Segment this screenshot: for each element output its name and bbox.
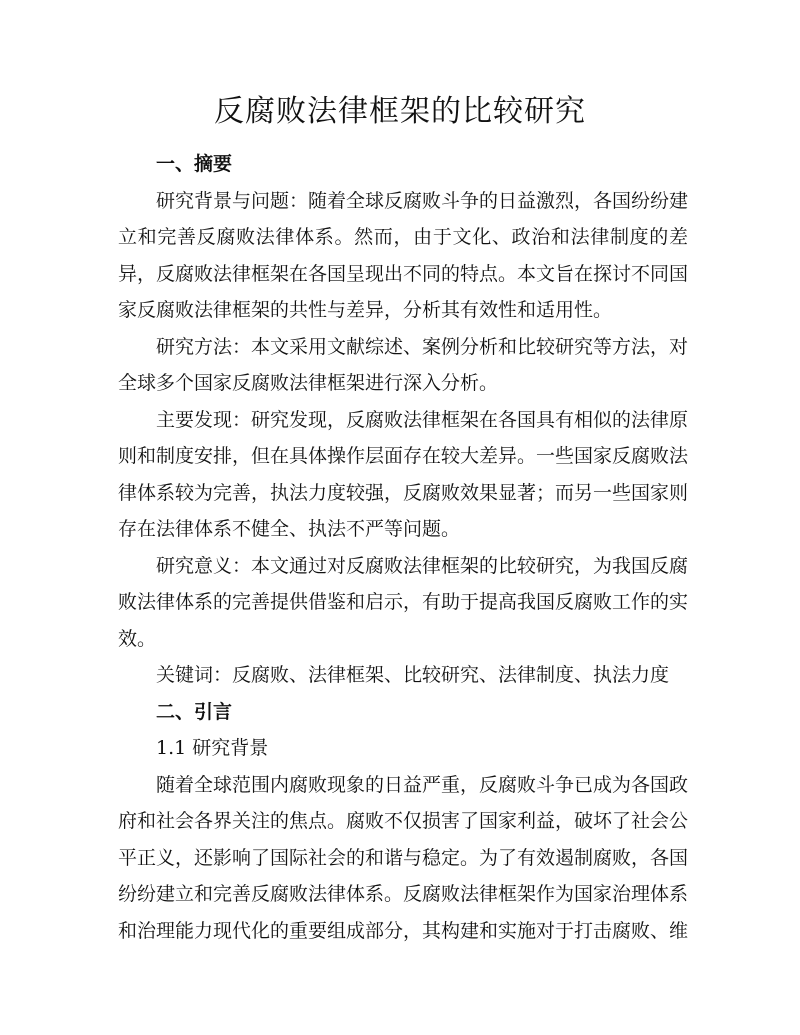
keywords-paragraph: 关键词：反腐败、法律框架、比较研究、法律制度、执法力度 [156,664,670,686]
section-heading-intro: 二、引言 [156,700,233,723]
document-title: 反腐败法律框架的比较研究 [214,94,586,129]
abstract-significance-paragraph: 研究意义：本文通过对反腐败法律框架的比较研究，为我国反腐败法律体系的完善提供借鉴和启示，有助于提高我国反腐败工作的实效。 [118,554,689,650]
abstract-findings-paragraph: 主要发现：研究发现，反腐败法律框架在各国具有相似的法律原则和制度安排，但在具体操作层面存在较大差异。一些国家反腐败法律体系较为完善，执法力度较强，反腐败效果显著；而另一些国家则存在法律体系不健全、执法不严等问题。 [118,408,689,540]
subsection-heading-background: 1.1 研究背景 [156,737,269,759]
document-body [118,146,688,949]
intro-background-paragraph: 随着全球范围内腐败现象的日益严重，反腐败斗争已成为各国政府和社会各界关注的焦点。腐败不仅损害了国家利益，破坏了社会公平正义，还影响了国际社会的和谐与稳定。为了有效遏制腐败，各国纷纷建立和完善反腐败法律体系。反腐败法律框架作为国家治理体系和治理能力现代化的重要组成部分，其构建和实施对于打击腐败、维 [118,773,689,942]
section-heading-abstract: 一、摘要 [156,153,233,175]
abstract-method-paragraph: 研究方法：本文采用文献综述、案例分析和比较研究等方法，对全球多个国家反腐败法律框架进行深入分析。 [118,335,689,394]
abstract-background-paragraph: 研究背景与问题：随着全球反腐败斗争的日益激烈，各国纷纷建立和完善反腐败法律体系。然而，由于文化、政治和法律制度的差异，反腐败法律框架在各国呈现出不同的特点。本文旨在探讨不同国家反腐败法律框架的共性与差异，分析其有效性和适用性。 [118,189,689,321]
